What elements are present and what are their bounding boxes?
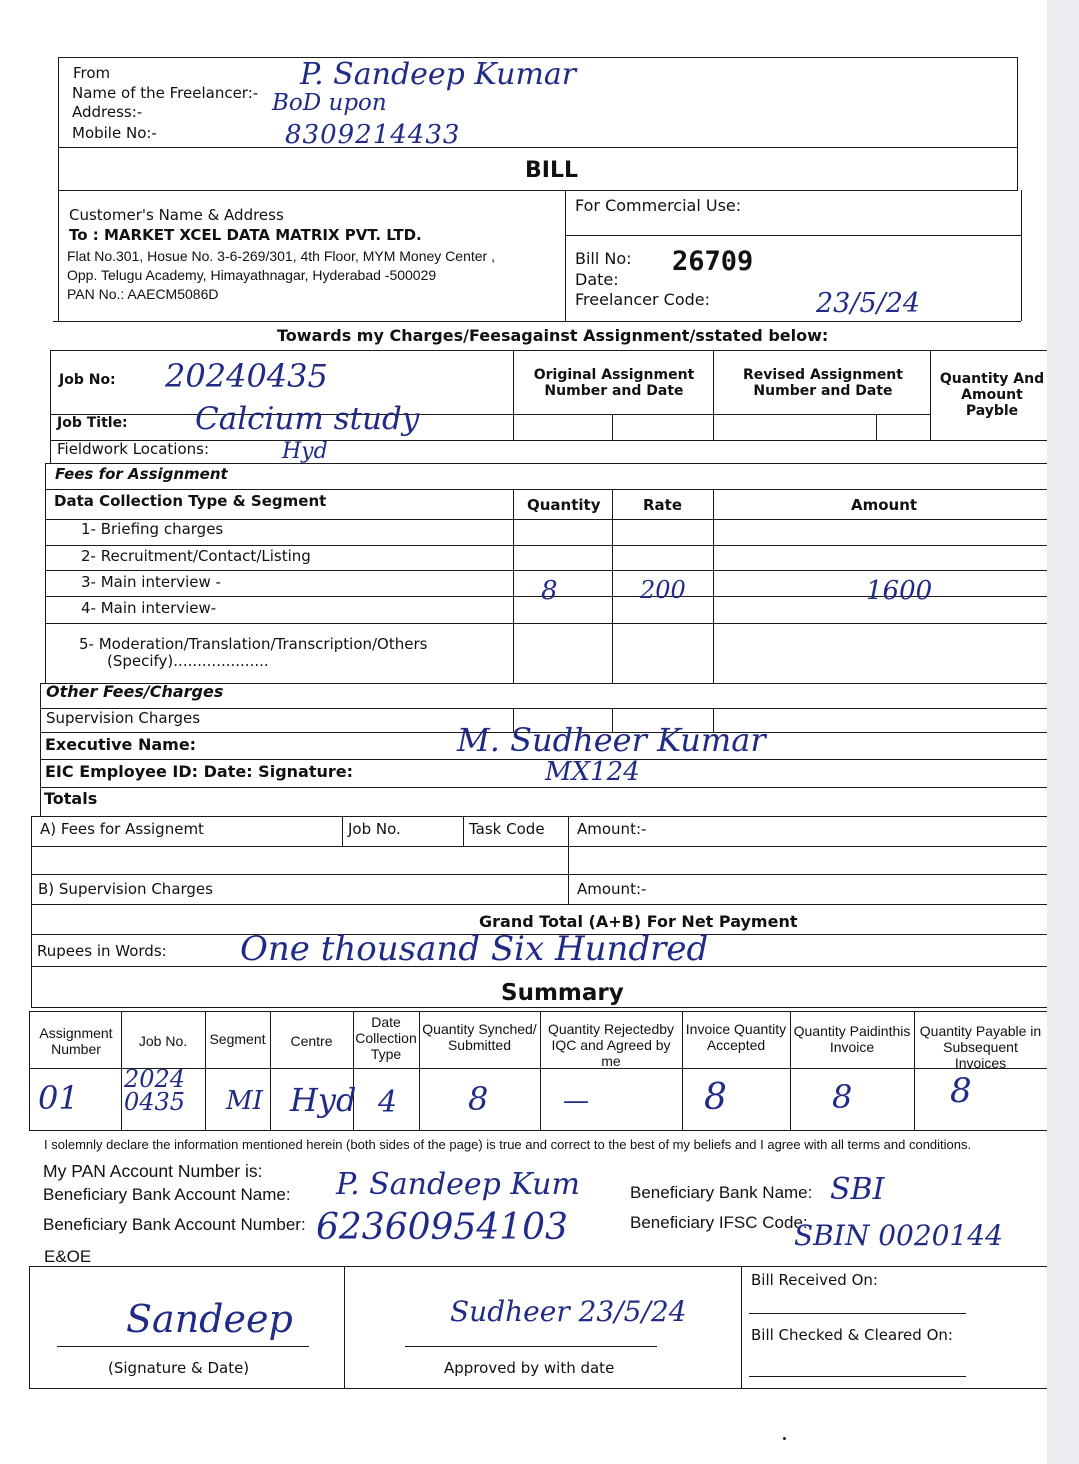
summary-header: Quantity Rejectedby IQC and Agreed by me (547, 1021, 675, 1070)
rupees-words-value: One thousand Six Hundred (240, 929, 709, 969)
rule (565, 235, 1021, 236)
approved-by-label: Approved by with date (444, 1359, 615, 1377)
rule (876, 414, 877, 440)
fieldwork-value: Hyd (282, 439, 328, 464)
rule (31, 846, 1047, 847)
summary-value: Hyd (290, 1081, 357, 1119)
summary-header: Quantity Payable in Subsequent Invoices (919, 1023, 1042, 1072)
rule (31, 816, 1047, 817)
rule (45, 489, 1047, 490)
rule (29, 1266, 30, 1388)
received-line (749, 1313, 966, 1314)
summary-value: 8 (950, 1071, 972, 1111)
eic-label: EIC Employee ID: Date: Signature: (45, 762, 354, 781)
other-fees-title: Other Fees/Charges (46, 682, 224, 701)
rule (790, 1011, 791, 1130)
checked-line (749, 1376, 966, 1377)
bill-no-value: 26709 (672, 246, 754, 277)
ifsc-label: Beneficiary IFSC Code: (630, 1213, 808, 1232)
summary-header: Centre (290, 1033, 333, 1049)
rule (45, 463, 46, 683)
rule (270, 1011, 271, 1130)
freelancer-name-value: P. Sandeep Kumar (300, 57, 577, 92)
rule (612, 414, 613, 440)
rule (713, 350, 714, 440)
rule (31, 816, 32, 1007)
rule (540, 1011, 541, 1130)
supervision-total-label: B) Supervision Charges (38, 880, 213, 898)
summary-header: Assignment Number (39, 1025, 113, 1058)
commercial-use-label: For Commercial Use: (575, 196, 742, 215)
rule (58, 57, 59, 321)
customer-to: To : MARKET XCEL DATA MATRIX PVT. LTD. (69, 226, 422, 244)
rule (29, 1011, 1047, 1012)
totals-title: Totals (44, 789, 98, 808)
account-name-value: P. Sandeep Kum (336, 1167, 580, 1202)
summary-value: 4 (378, 1085, 398, 1120)
task-code-label: Task Code (469, 820, 545, 838)
rule (29, 1011, 30, 1130)
freelancer-code-label: Freelancer Code: (575, 290, 710, 309)
amount-header: Amount (851, 496, 918, 514)
rule (205, 1011, 206, 1130)
job-title-value: Calcium study (195, 401, 420, 437)
bank-name-value: SBI (830, 1172, 885, 1207)
rule (741, 1266, 742, 1388)
fee-row-label: 5- Moderation/Translation/Transcription/Others (79, 635, 428, 653)
job-title-label: Job Title: (57, 415, 128, 431)
rule (45, 570, 1047, 571)
rule (29, 1130, 1047, 1131)
rule (58, 147, 1018, 148)
summary-value: MI (226, 1086, 263, 1116)
fee-row-label: 3- Main interview - (81, 573, 221, 591)
approver-signature: Sudheer 23/5/24 (450, 1295, 687, 1328)
executive-name-value: M. Sudheer Kumar (457, 721, 766, 759)
account-name-label: Beneficiary Bank Account Name: (43, 1185, 291, 1204)
summary-value: 01 (38, 1079, 79, 1117)
bill-title: BILL (525, 158, 578, 183)
rule (53, 321, 1021, 322)
approval-line (405, 1346, 657, 1347)
rupees-words-label: Rupees in Words: (37, 942, 167, 960)
rule (31, 1007, 1047, 1008)
grand-total-label: Grand Total (A+B) For Net Payment (479, 912, 798, 931)
rule (342, 816, 343, 846)
summary-value: 8 (468, 1080, 489, 1118)
rule (50, 350, 1047, 351)
quantity-amount-header: Quantity And Amount Payble (939, 371, 1045, 420)
page-edge (1047, 0, 1079, 1464)
job-no-value: 20240435 (165, 357, 328, 395)
rule (40, 683, 41, 816)
customer-address-line2: Opp. Telugu Academy, Himayathnagar, Hyderabad -500029 (67, 267, 437, 283)
rule (31, 874, 1047, 875)
mobile-value: 8309214433 (285, 120, 461, 150)
customer-label: Customer's Name & Address (69, 206, 284, 224)
account-number-label: Beneficiary Bank Account Number: (43, 1215, 306, 1234)
towards-heading: Towards my Charges/Feesagainst Assignment/sstated below: (277, 326, 829, 345)
from-label: From (73, 64, 111, 82)
eoe-label: E&OE (44, 1247, 92, 1266)
rule (344, 1266, 345, 1388)
summary-title: Summary (501, 980, 624, 1006)
rule (463, 816, 464, 846)
rule (31, 904, 1047, 905)
freelancer-name-label: Name of the Freelancer:- (72, 84, 259, 102)
amount-label-b: Amount:- (577, 880, 647, 898)
rule (29, 1266, 1047, 1267)
rule (419, 1011, 420, 1130)
summary-header: Quantity Synched/ Submitted (422, 1021, 537, 1054)
eic-value: MX124 (545, 757, 640, 787)
address-value: BoD upon (272, 90, 387, 116)
summary-value: 8 (704, 1077, 727, 1118)
rule (29, 1388, 1047, 1389)
quantity-header: Quantity (527, 496, 601, 514)
amount-label-a: Amount:- (577, 820, 647, 838)
rule (40, 787, 1047, 788)
fee-row-specify: (Specify).................... (107, 652, 269, 670)
rule (45, 463, 1047, 464)
fieldwork-label: Fieldwork Locations: (57, 440, 209, 458)
summary-header: Segment (209, 1031, 266, 1047)
declaration-text: I solemnly declare the information mentioned herein (both sides of the page) is true and correct to the best of my beliefs and I agree with all terms and conditions. (44, 1137, 972, 1152)
fee-row-label: 2- Recruitment/Contact/Listing (81, 547, 311, 565)
bill-checked-label: Bill Checked & Cleared On: (751, 1326, 953, 1344)
revised-assignment-header: Revised Assignment Number and Date (743, 367, 903, 400)
fee-row-rate: 200 (640, 576, 686, 604)
bill-received-label: Bill Received On: (751, 1271, 878, 1289)
supervision-charges-label: Supervision Charges (46, 709, 201, 727)
summary-header: Invoice Quantity Accepted (685, 1021, 787, 1054)
signature-line (57, 1346, 309, 1347)
rule (45, 623, 1047, 624)
rule (50, 350, 51, 463)
pan-account-label: My PAN Account Number is: (43, 1161, 263, 1181)
summary-value: 8 (832, 1078, 853, 1116)
address-label: Address:- (72, 103, 143, 121)
ifsc-value: SBIN 0020144 (794, 1219, 1003, 1252)
rule (58, 190, 1018, 191)
stray-dot (783, 1437, 786, 1440)
rule (40, 759, 1047, 760)
summary-value: 2024 0435 (124, 1065, 186, 1116)
rule (565, 190, 566, 321)
rule (513, 350, 514, 440)
data-collection-header: Data Collection Type & Segment (54, 492, 327, 510)
customer-pan: PAN No.: AAECM5086D (67, 286, 219, 302)
totals-job-no-label: Job No. (348, 820, 401, 838)
fee-row-label: 1- Briefing charges (81, 520, 224, 538)
job-no-label: Job No: (59, 372, 116, 388)
rule (50, 414, 930, 415)
summary-header: Quantity Paidinthis Invoice (793, 1023, 911, 1056)
original-assignment-header: Original Assignment Number and Date (533, 367, 695, 400)
summary-header: Date Collection Type (355, 1014, 417, 1063)
fee-row-qty: 8 (541, 576, 558, 606)
rule (121, 1011, 122, 1130)
rule (568, 816, 569, 904)
freelancer-signature: Sandeep (126, 1297, 293, 1341)
fee-row-label: 4- Main interview- (81, 599, 217, 617)
rule (45, 545, 1047, 546)
fees-title: Fees for Assignment (55, 465, 228, 483)
signature-date-label: (Signature & Date) (108, 1359, 250, 1377)
rule (1017, 57, 1018, 191)
bill-date-value: 23/5/24 (816, 288, 921, 319)
executive-name-label: Executive Name: (45, 735, 197, 754)
rate-header: Rate (643, 496, 683, 514)
rule (1021, 190, 1022, 321)
rule (914, 1011, 915, 1130)
mobile-label: Mobile No:- (72, 124, 157, 142)
bank-name-label: Beneficiary Bank Name: (630, 1183, 813, 1202)
summary-header: Job No. (138, 1033, 188, 1049)
customer-address-line1: Flat No.301, Hosue No. 3-6-269/301, 4th Floor, MYM Money Center , (67, 248, 495, 264)
account-number-value: 62360954103 (316, 1207, 568, 1248)
bill-no-label: Bill No: (575, 249, 632, 268)
rule (930, 350, 931, 440)
rule (682, 1011, 683, 1130)
fee-row-amount: 1600 (866, 576, 933, 606)
date-label: Date: (575, 270, 619, 289)
summary-value: — (563, 1086, 589, 1116)
fees-assignment-label: A) Fees for Assignemt (40, 820, 204, 838)
